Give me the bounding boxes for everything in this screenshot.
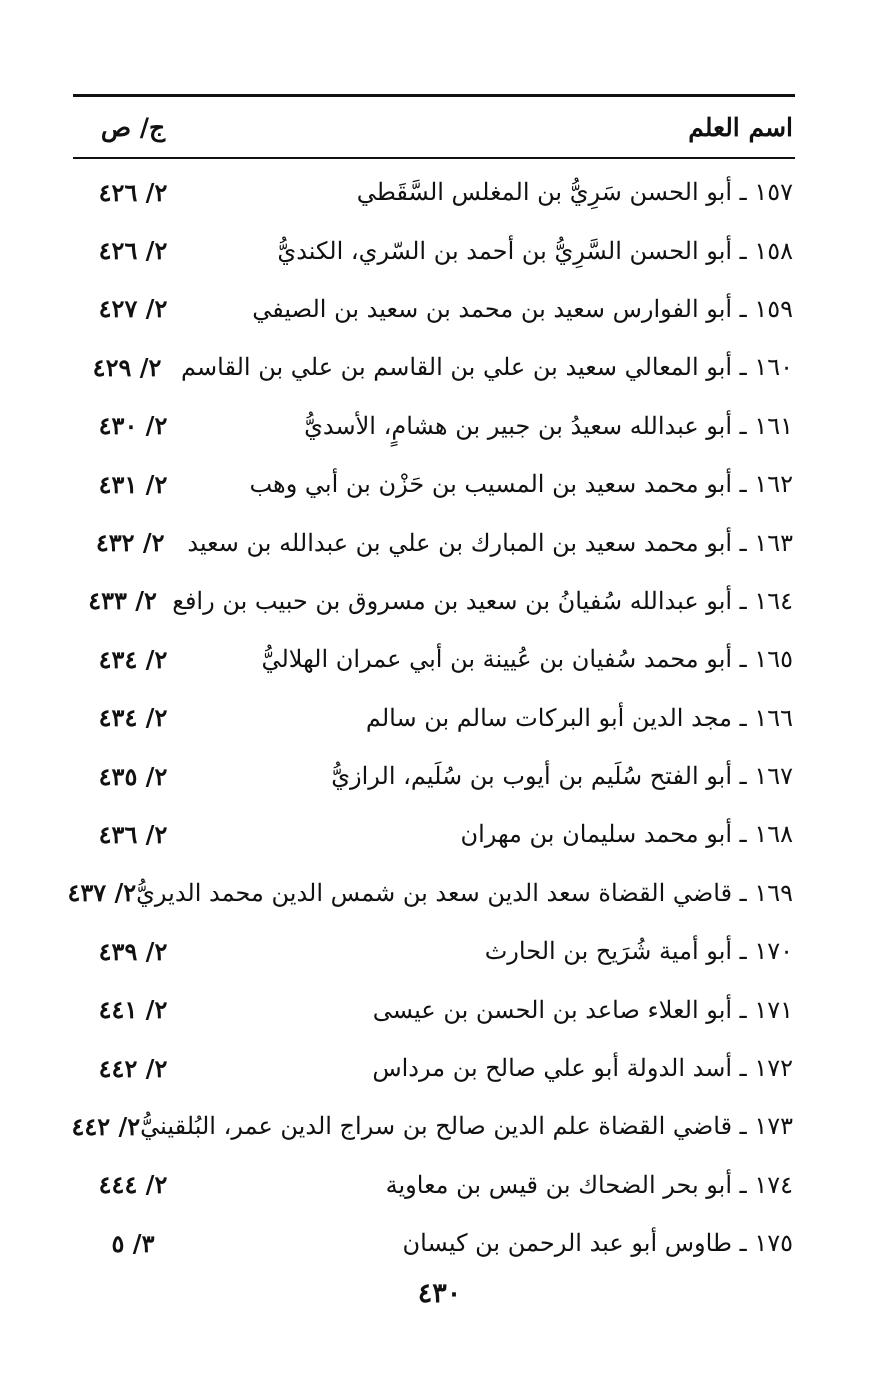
entry-reference: ٢/ ٤٢٧ — [98, 294, 168, 324]
entry-reference: ٢/ ٤٣٤ — [98, 703, 168, 733]
entry-name: ١٧٣ ـ قاضي القضاة علم الدين صالح بن سراج الدين عمر، البُلقينيُّ — [140, 1112, 793, 1141]
entry-reference: ٢/ ٤٣٤ — [98, 644, 168, 674]
entry-name: ١٥٧ ـ أبو الحسن سَرِيُّ بن المغلس السَّقَطي — [356, 178, 793, 207]
table-row — [73, 572, 795, 630]
name-column-header: اسم العلم — [688, 112, 793, 142]
entry-reference: ٢/ ٤٣٣ — [88, 586, 157, 616]
table-row — [73, 397, 795, 455]
entry-name: ١٦٦ ـ مجد الدين أبو البركات سالم بن سالم — [365, 703, 793, 732]
entry-name: ١٦٣ ـ أبو محمد سعيد بن المبارك بن علي بن عبدالله بن سعيد — [187, 528, 793, 557]
table-row — [73, 980, 795, 1038]
table-row — [73, 747, 795, 805]
table-row — [73, 1156, 795, 1214]
table-header — [73, 97, 795, 159]
entry-name: ١٧١ ـ أبو العلاء صاعد بن الحسن بن عيسى — [372, 995, 793, 1024]
page-number: ٤٣٠ — [417, 1278, 462, 1309]
entry-reference: ٢/ ٤٣٧ — [67, 878, 137, 908]
entry-name: ١٦٩ ـ قاضي القضاة سعد الدين سعد بن شمس الدين محمد الديريُّ — [136, 878, 793, 907]
entry-name: ١٦٢ ـ أبو محمد سعيد بن المسيب بن حَزْن بن أبي وهب — [249, 470, 793, 499]
entry-name: ١٥٨ ـ أبو الحسن السَّرِيُّ بن أحمد بن السّري، الكنديُّ — [277, 236, 793, 265]
entry-name: ١٥٩ ـ أبو الفوارس سعيد بن محمد بن سعيد بن الصيفي — [252, 294, 793, 323]
entry-reference: ٢/ ٤٣٩ — [98, 936, 168, 966]
entry-reference: ٢/ ٤٣٠ — [98, 411, 168, 441]
table-row — [73, 455, 795, 513]
table-row — [73, 280, 795, 338]
entry-reference: ٢/ ٤٣٥ — [98, 761, 168, 791]
entry-reference: ٢/ ٤٣٢ — [95, 528, 165, 558]
entry-reference: ٢/ ٤٤٢ — [98, 1053, 168, 1083]
entry-reference: ٢/ ٤٤٤ — [98, 1170, 168, 1200]
table-row — [73, 1214, 795, 1272]
table-row — [73, 689, 795, 747]
entry-reference: ٢/ ٤٤١ — [98, 995, 168, 1025]
index-table — [67, 94, 795, 1272]
entry-name: ١٦٥ ـ أبو محمد سُفيان بن عُيينة بن أبي عمران الهلاليُّ — [261, 645, 793, 674]
table-row — [73, 338, 795, 396]
entry-name: ١٦١ ـ أبو عبدالله سعيدُ بن جبير بن هشامٍ، الأسديُّ — [304, 411, 793, 440]
entry-name: ١٦٨ ـ أبو محمد سليمان بن مهران — [460, 820, 793, 849]
entry-name: ١٧٠ ـ أبو أمية شُرَيح بن الحارث — [484, 937, 793, 966]
entry-name: ١٧٢ ـ أسد الدولة أبو علي صالح بن مرداس — [372, 1054, 793, 1083]
table-row — [73, 1039, 795, 1097]
table-row — [73, 922, 795, 980]
table-row — [67, 864, 795, 922]
entry-reference: ٣/ ٥ — [111, 1228, 155, 1258]
table-body — [67, 159, 795, 1272]
table-row — [73, 1097, 795, 1155]
table-row — [73, 221, 795, 279]
entry-name: ١٦٠ ـ أبو المعالي سعيد بن علي بن القاسم بن علي بن القاسم — [181, 353, 793, 382]
entry-reference: ٢/ ٤٤٢ — [71, 1111, 141, 1141]
entry-name: ١٦٧ ـ أبو الفتح سُلَيم بن أيوب بن سُلَيم، الرازيُّ — [331, 762, 793, 791]
entry-reference: ٢/ ٤٣١ — [98, 469, 168, 499]
reference-column-header: ج/ ص — [100, 112, 166, 142]
entry-reference: ٢/ ٤٣٦ — [98, 819, 168, 849]
table-row — [73, 163, 795, 221]
entry-name: ١٧٤ ـ أبو بحر الضحاك بن قيس بن معاوية — [385, 1170, 793, 1199]
entry-reference: ٢/ ٤٢٦ — [98, 177, 168, 207]
entry-name: ١٧٥ ـ طاوس أبو عبد الرحمن بن كيسان — [402, 1229, 793, 1258]
table-row — [73, 513, 795, 571]
entry-name: ١٦٤ ـ أبو عبدالله سُفيانُ بن سعيد بن مسروق بن حبيب بن رافع — [172, 586, 793, 615]
entry-reference: ٢/ ٤٢٩ — [92, 352, 162, 382]
table-row — [73, 805, 795, 863]
entry-reference: ٢/ ٤٢٦ — [98, 236, 168, 266]
table-row — [73, 630, 795, 688]
